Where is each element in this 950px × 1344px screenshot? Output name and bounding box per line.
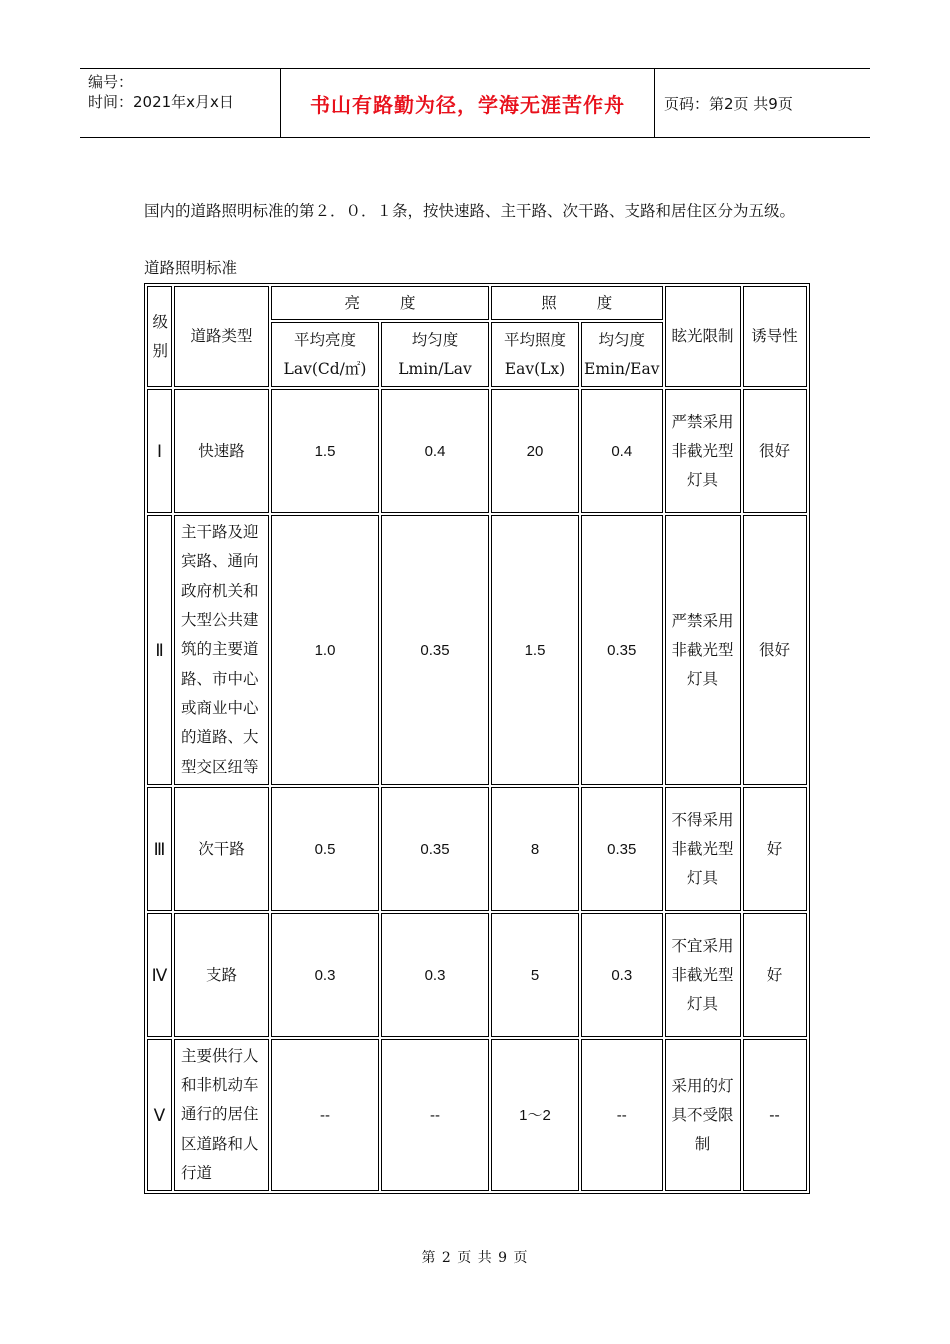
intro-paragraph: 国内的道路照明标准的第２．０．１条，按快速路、主干路、次干路、支路和居住区分为五级。: [144, 202, 796, 220]
header-ill-uniformity-label: 均匀度: [598, 330, 645, 349]
header-motto-cell: [281, 69, 655, 137]
table-row: [147, 913, 807, 1037]
row-avg-luminance: 0.3: [271, 913, 379, 1037]
page-footer: 第 2 页 共 9 页: [421, 1250, 529, 1266]
row-guidance: 好: [743, 913, 807, 1037]
row-avg-illuminance: 8: [491, 787, 579, 911]
row-lum-uniformity: 0.3: [381, 913, 489, 1037]
header-guidance: 诱导性: [743, 286, 807, 387]
header-luminance-a: 亮: [344, 293, 360, 312]
document-header: [80, 68, 870, 138]
header-lum-uniformity-label: 均匀度: [411, 330, 459, 349]
time-label: 时间：2021年x月x日: [88, 93, 234, 111]
row-guidance: 很好: [743, 515, 807, 785]
row-ill-uniformity: 0.35: [581, 787, 663, 911]
row-level: Ⅳ: [147, 913, 172, 1037]
row-lum-uniformity: 0.35: [381, 787, 489, 911]
row-avg-illuminance: 20: [491, 389, 579, 513]
header-lum-uniformity: [381, 322, 489, 387]
header-meta: [80, 69, 281, 137]
header-avg-illuminance-label: 平均照度: [503, 330, 566, 349]
header-avg-illuminance-unit: Eav(Lx): [504, 359, 566, 378]
row-guidance: --: [743, 1039, 807, 1191]
row-level: Ⅲ: [147, 787, 172, 911]
header-avg-luminance-label: 平均亮度: [293, 330, 356, 349]
row-lum-uniformity: --: [381, 1039, 489, 1191]
row-ill-uniformity: 0.4: [581, 389, 663, 513]
header-level-text: 级别: [152, 312, 169, 360]
table-caption: 道路照明标准: [144, 259, 238, 277]
header-luminance: [271, 286, 489, 320]
row-avg-illuminance: 5: [491, 913, 579, 1037]
table-row: [147, 515, 807, 785]
row-ill-uniformity: --: [581, 1039, 663, 1191]
row-road-type: 支路: [174, 913, 269, 1037]
row-avg-luminance: --: [271, 1039, 379, 1191]
row-glare: 采用的灯具不受限制: [665, 1039, 741, 1191]
row-ill-uniformity: 0.3: [581, 913, 663, 1037]
header-motto: 书山有路勤为径，学海无涯苦作舟: [310, 92, 625, 117]
number-label: 编号：: [88, 73, 134, 91]
header-page-info: 页码：第2页 共9页: [664, 94, 793, 113]
row-level: Ⅱ: [147, 515, 172, 785]
table-row: [147, 787, 807, 911]
header-level: [147, 286, 172, 387]
row-avg-luminance: 1.5: [271, 389, 379, 513]
header-avg-illuminance: [491, 322, 579, 387]
header-glare: 眩光限制: [665, 286, 741, 387]
header-ill-uniformity-unit: Emin/Eav: [584, 359, 660, 378]
row-road-type: 快速路: [174, 389, 269, 513]
row-road-type: 主干路及迎宾路、通向政府机关和大型公共建筑的主要道路、市中心或商业中心的道路、大型交区纽等: [174, 515, 269, 785]
road-lighting-standard-table: [144, 283, 810, 1194]
row-guidance: 很好: [743, 389, 807, 513]
header-lum-uniformity-unit: Lmin/Lav: [398, 359, 472, 378]
header-avg-luminance: [271, 322, 379, 387]
header-ill-uniformity: [581, 322, 663, 387]
table-row: [147, 389, 807, 513]
row-glare: 严禁采用非截光型灯具: [665, 515, 741, 785]
header-road-type: 道路类型: [174, 286, 269, 387]
table-row: [147, 1039, 807, 1191]
row-glare: 严禁采用非截光型灯具: [665, 389, 741, 513]
row-avg-illuminance: 1～2: [491, 1039, 579, 1191]
row-road-type: 次干路: [174, 787, 269, 911]
table-header-row-1: [147, 286, 807, 320]
row-guidance: 好: [743, 787, 807, 911]
row-avg-luminance: 0.5: [271, 787, 379, 911]
row-glare: 不宜采用非截光型灯具: [665, 913, 741, 1037]
row-lum-uniformity: 0.35: [381, 515, 489, 785]
row-road-type: 主要供行人和非机动车通行的居住区道路和人行道: [174, 1039, 269, 1191]
row-ill-uniformity: 0.35: [581, 515, 663, 785]
row-level: Ⅰ: [147, 389, 172, 513]
row-glare: 不得采用非截光型灯具: [665, 787, 741, 911]
row-level: Ⅴ: [147, 1039, 172, 1191]
header-avg-luminance-unit: Lav(Cd/㎡): [283, 359, 367, 378]
row-avg-illuminance: 1.5: [491, 515, 579, 785]
header-illuminance-a: 照: [541, 293, 557, 312]
header-luminance-b: 度: [400, 293, 416, 312]
header-illuminance-b: 度: [596, 293, 613, 312]
header-illuminance: [491, 286, 663, 320]
row-lum-uniformity: 0.4: [381, 389, 489, 513]
row-avg-luminance: 1.0: [271, 515, 379, 785]
